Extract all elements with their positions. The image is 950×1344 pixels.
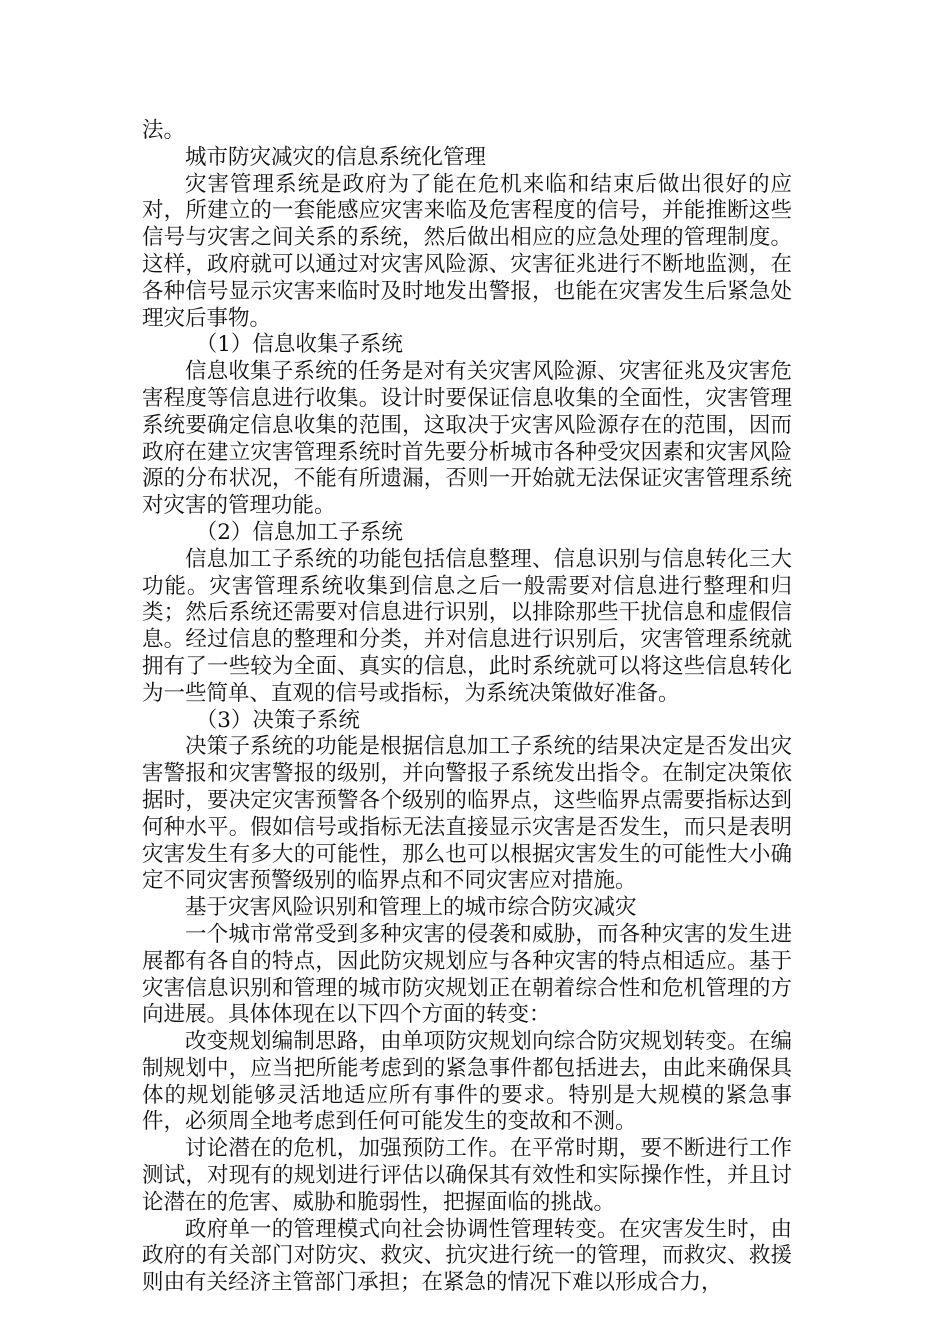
subsection-heading: （1）信息收集子系统 — [195, 332, 403, 358]
subsection-heading: （2）信息加工子系统 — [195, 519, 403, 545]
paragraph: 信息加工子系统的功能包括信息整理、信息识别与信息转化三大功能。灾害管理系统收集到信息之后一般需要对信息进行整理和归类；然后系统还需要对信息进行识别，以排除那些干扰信息和虚假信息。经过信息的整理和分类，并对信息进行识别后，灾害管理系统就拥有了一些较为全面、真实的信息，此时系统就可以将这些信息转化为一些简单、直观的信号或指标，为系统决策做好准备。 — [142, 546, 792, 706]
paragraph: 政府单一的管理模式向社会协调性管理转变。在灾害发生时，由政府的有关部门对防灾、救灾、抗灾进行统一的管理，而救灾、救援则由有关经济主管部门承担；在紧急的情况下难以形成合力， — [142, 1216, 792, 1296]
document-page — [142, 118, 792, 1297]
paragraph: 改变规划编制思路，由单项防灾规划向综合防灾规划转变。在编制规划中，应当把所能考虑到的紧急事件都包括进去，由此来确保具体的规划能够灵活地适应所有事件的要求。特别是大规模的紧急事件，必须周全地考虑到任何可能发生的变故和不测。 — [142, 1029, 792, 1135]
paragraph: 一个城市常常受到多种灾害的侵袭和威胁，而各种灾害的发生进展都有各自的特点，因此防灾规划应与各种灾害的特点相适应。基于灾害信息识别和管理的城市防灾规划正在朝着综合性和危机管理的方向进展。具体体现在以下四个方面的转变： — [142, 921, 792, 1028]
subsection-heading: （3）决策子系统 — [195, 707, 360, 733]
section-heading: 基于灾害风险识别和管理上的城市综合防灾减灾 — [185, 895, 637, 921]
paragraph: 决策子系统的功能是根据信息加工子系统的结果决定是否发出灾害警报和灾害警报的级别，并向警报子系统发出指令。在制定决策依据时，要决定灾害预警各个级别的临界点，这些临界点需要指标达到何种水平。假如信号或指标无法直接显示灾害是否发生，而只是表明灾害发生有多大的可能性，那么也可以根据灾害发生的可能性大小确定不同灾害预警级别的临界点和不同灾害应对措施。 — [142, 734, 792, 894]
paragraph: 讨论潜在的危机，加强预防工作。在平常时期，要不断进行工作测试，对现有的规划进行评估以确保其有效性和实际操作性，并且讨论潜在的危害、威胁和脆弱性，把握面临的挑战。 — [142, 1136, 792, 1215]
paragraph: 信息收集子系统的任务是对有关灾害风险源、灾害征兆及灾害危害程度等信息进行收集。设计时要保证信息收集的全面性，灾害管理系统要确定信息收集的范围，这取决于灾害风险源存在的范围，因而政府在建立灾害管理系统时首先要分析城市各种受灾因素和灾害风险源的分布状况，不能有所遗漏，否则一开始就无法保证灾害管理系统对灾害的管理功能。 — [142, 359, 792, 519]
paragraph: 灾害管理系统是政府为了能在危机来临和结束后做出很好的应对，所建立的一套能感应灾害来临及危害程度的信号，并能推断这些信号与灾害之间关系的系统，然后做出相应的应急处理的管理制度。这样，政府就可以通过对灾害风险源、灾害征兆进行不断地监测，在各种信号显示灾害来临时及时地发出警报，也能在灾害发生后紧急处理灾后事物。 — [142, 171, 792, 331]
paragraph: 法。 — [142, 118, 186, 143]
section-heading: 城市防灾减灾的信息系统化管理 — [185, 144, 487, 170]
